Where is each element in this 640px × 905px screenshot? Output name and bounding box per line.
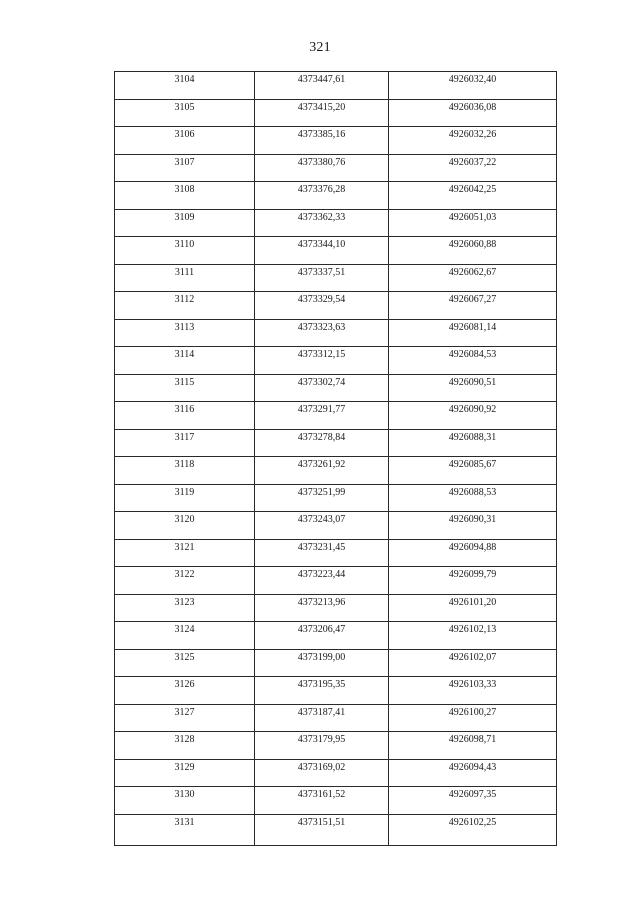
x-coordinate-cell: 4373243,07 bbox=[255, 512, 389, 540]
x-coordinate-cell: 4373251,99 bbox=[255, 484, 389, 512]
y-coordinate-cell: 4926101,20 bbox=[389, 594, 557, 622]
y-coordinate-cell: 4926084,53 bbox=[389, 347, 557, 375]
x-coordinate-cell: 4373312,15 bbox=[255, 347, 389, 375]
table-row bbox=[115, 457, 557, 485]
coordinates-table bbox=[114, 71, 557, 846]
point-number-cell: 3129 bbox=[115, 759, 255, 787]
y-coordinate-cell: 4926037,22 bbox=[389, 154, 557, 182]
table-row bbox=[115, 347, 557, 375]
table-row bbox=[115, 622, 557, 650]
table-row bbox=[115, 704, 557, 732]
x-coordinate-cell: 4373179,95 bbox=[255, 732, 389, 760]
point-number-cell: 3105 bbox=[115, 99, 255, 127]
x-coordinate-cell: 4373187,41 bbox=[255, 704, 389, 732]
x-coordinate-cell: 4373195,35 bbox=[255, 677, 389, 705]
x-coordinate-cell: 4373169,02 bbox=[255, 759, 389, 787]
y-coordinate-cell: 4926097,35 bbox=[389, 787, 557, 815]
x-coordinate-cell: 4373380,76 bbox=[255, 154, 389, 182]
point-number-cell: 3117 bbox=[115, 429, 255, 457]
point-number-cell: 3108 bbox=[115, 182, 255, 210]
x-coordinate-cell: 4373385,16 bbox=[255, 127, 389, 155]
y-coordinate-cell: 4926088,53 bbox=[389, 484, 557, 512]
table-row bbox=[115, 209, 557, 237]
y-coordinate-cell: 4926036,08 bbox=[389, 99, 557, 127]
table-row bbox=[115, 677, 557, 705]
y-coordinate-cell: 4926098,71 bbox=[389, 732, 557, 760]
point-number-cell: 3115 bbox=[115, 374, 255, 402]
point-number-cell: 3127 bbox=[115, 704, 255, 732]
table-row bbox=[115, 99, 557, 127]
point-number-cell: 3125 bbox=[115, 649, 255, 677]
x-coordinate-cell: 4373362,33 bbox=[255, 209, 389, 237]
point-number-cell: 3110 bbox=[115, 237, 255, 265]
x-coordinate-cell: 4373291,77 bbox=[255, 402, 389, 430]
point-number-cell: 3126 bbox=[115, 677, 255, 705]
table-row bbox=[115, 182, 557, 210]
point-number-cell: 3128 bbox=[115, 732, 255, 760]
point-number-cell: 3109 bbox=[115, 209, 255, 237]
table-row bbox=[115, 127, 557, 155]
table-row bbox=[115, 649, 557, 677]
y-coordinate-cell: 4926062,67 bbox=[389, 264, 557, 292]
y-coordinate-cell: 4926094,88 bbox=[389, 539, 557, 567]
y-coordinate-cell: 4926051,03 bbox=[389, 209, 557, 237]
x-coordinate-cell: 4373278,84 bbox=[255, 429, 389, 457]
y-coordinate-cell: 4926060,88 bbox=[389, 237, 557, 265]
y-coordinate-cell: 4926090,51 bbox=[389, 374, 557, 402]
point-number-cell: 3120 bbox=[115, 512, 255, 540]
table-row bbox=[115, 594, 557, 622]
y-coordinate-cell: 4926100,27 bbox=[389, 704, 557, 732]
x-coordinate-cell: 4373344,10 bbox=[255, 237, 389, 265]
point-number-cell: 3107 bbox=[115, 154, 255, 182]
x-coordinate-cell: 4373447,61 bbox=[255, 72, 389, 100]
x-coordinate-cell: 4373376,28 bbox=[255, 182, 389, 210]
table-row bbox=[115, 567, 557, 595]
point-number-cell: 3122 bbox=[115, 567, 255, 595]
x-coordinate-cell: 4373213,96 bbox=[255, 594, 389, 622]
x-coordinate-cell: 4373323,63 bbox=[255, 319, 389, 347]
table-row bbox=[115, 429, 557, 457]
y-coordinate-cell: 4926032,26 bbox=[389, 127, 557, 155]
x-coordinate-cell: 4373329,54 bbox=[255, 292, 389, 320]
y-coordinate-cell: 4926067,27 bbox=[389, 292, 557, 320]
x-coordinate-cell: 4373223,44 bbox=[255, 567, 389, 595]
x-coordinate-cell: 4373337,51 bbox=[255, 264, 389, 292]
point-number-cell: 3121 bbox=[115, 539, 255, 567]
x-coordinate-cell: 4373302,74 bbox=[255, 374, 389, 402]
point-number-cell: 3130 bbox=[115, 787, 255, 815]
page-number: 321 bbox=[309, 40, 331, 55]
table-row bbox=[115, 154, 557, 182]
table-row bbox=[115, 292, 557, 320]
table-row bbox=[115, 484, 557, 512]
point-number-cell: 3112 bbox=[115, 292, 255, 320]
table-row bbox=[115, 512, 557, 540]
x-coordinate-cell: 4373206,47 bbox=[255, 622, 389, 650]
table-row bbox=[115, 759, 557, 787]
point-number-cell: 3124 bbox=[115, 622, 255, 650]
point-number-cell: 3123 bbox=[115, 594, 255, 622]
y-coordinate-cell: 4926090,92 bbox=[389, 402, 557, 430]
point-number-cell: 3119 bbox=[115, 484, 255, 512]
y-coordinate-cell: 4926081,14 bbox=[389, 319, 557, 347]
table-row bbox=[115, 732, 557, 760]
x-coordinate-cell: 4373261,92 bbox=[255, 457, 389, 485]
y-coordinate-cell: 4926099,79 bbox=[389, 567, 557, 595]
y-coordinate-cell: 4926102,07 bbox=[389, 649, 557, 677]
y-coordinate-cell: 4926042,25 bbox=[389, 182, 557, 210]
table-row bbox=[115, 319, 557, 347]
point-number-cell: 3116 bbox=[115, 402, 255, 430]
table-row bbox=[115, 402, 557, 430]
x-coordinate-cell: 4373151,51 bbox=[255, 814, 389, 845]
table-row bbox=[115, 374, 557, 402]
point-number-cell: 3104 bbox=[115, 72, 255, 100]
y-coordinate-cell: 4926094,43 bbox=[389, 759, 557, 787]
table-row bbox=[115, 787, 557, 815]
point-number-cell: 3114 bbox=[115, 347, 255, 375]
y-coordinate-cell: 4926032,40 bbox=[389, 72, 557, 100]
y-coordinate-cell: 4926090,31 bbox=[389, 512, 557, 540]
x-coordinate-cell: 4373161,52 bbox=[255, 787, 389, 815]
point-number-cell: 3131 bbox=[115, 814, 255, 845]
point-number-cell: 3113 bbox=[115, 319, 255, 347]
table-row bbox=[115, 264, 557, 292]
table-row bbox=[115, 72, 557, 100]
y-coordinate-cell: 4926102,13 bbox=[389, 622, 557, 650]
y-coordinate-cell: 4926085,67 bbox=[389, 457, 557, 485]
table-row bbox=[115, 237, 557, 265]
table-row bbox=[115, 539, 557, 567]
x-coordinate-cell: 4373231,45 bbox=[255, 539, 389, 567]
y-coordinate-cell: 4926088,31 bbox=[389, 429, 557, 457]
coordinates-table-body bbox=[115, 72, 557, 846]
y-coordinate-cell: 4926103,33 bbox=[389, 677, 557, 705]
x-coordinate-cell: 4373415,20 bbox=[255, 99, 389, 127]
x-coordinate-cell: 4373199,00 bbox=[255, 649, 389, 677]
y-coordinate-cell: 4926102,25 bbox=[389, 814, 557, 845]
point-number-cell: 3106 bbox=[115, 127, 255, 155]
point-number-cell: 3111 bbox=[115, 264, 255, 292]
point-number-cell: 3118 bbox=[115, 457, 255, 485]
table-row bbox=[115, 814, 557, 845]
